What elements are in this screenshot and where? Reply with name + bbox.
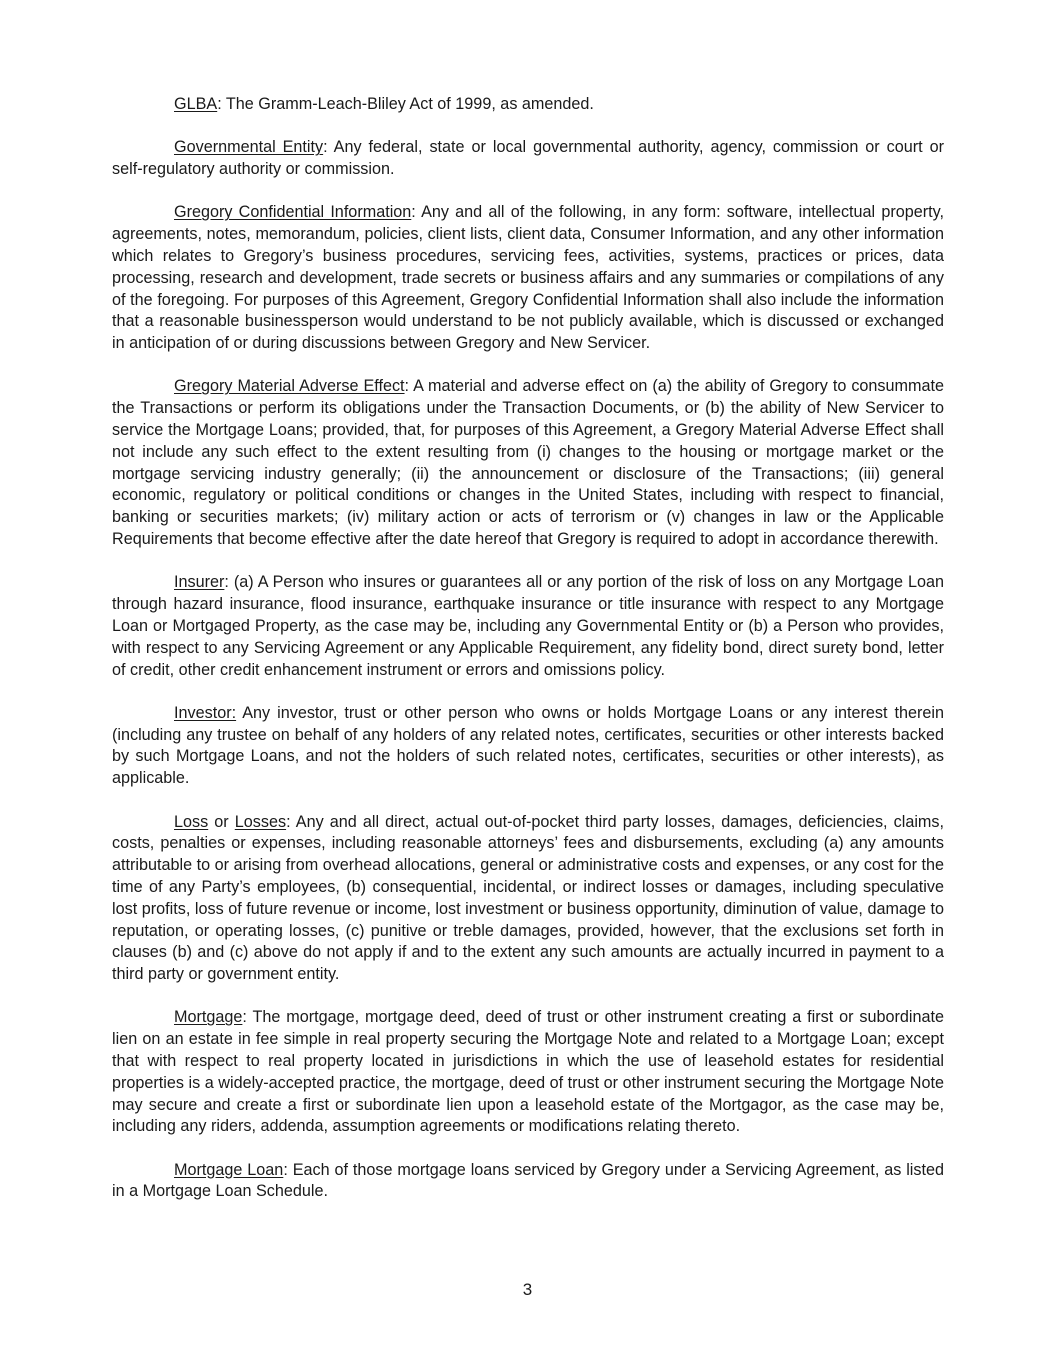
term-connector: or xyxy=(208,812,235,831)
definition-text: The Gramm-Leach-Bliley Act of 1999, as amended. xyxy=(225,95,594,113)
defined-term: Mortgage Loan xyxy=(174,1160,284,1179)
term-separator: : xyxy=(286,812,296,831)
definition-insurer xyxy=(112,572,944,681)
defined-term: Gregory Confidential Information xyxy=(174,203,412,222)
definition-mortgage xyxy=(112,1007,944,1138)
definition-text: Any and all of the following, in any form: software, intellectual property, agreements, notes, memorandum, policies, client lists, client data, Consumer Information, and any other information which relates to Gregory’s business procedures, servicing fees, activities, systems, practices or prices, data processing, research and development, trade secrets or business affairs and any summaries or compilations of any of the foregoing. For purposes of this Agreement, Gregory Confidential Information shall also include the information that a reasonable businessperson would understand to be not publicly available, which is discussed or exchanged in anticipation of or during discussions between Gregory and New Servicer. xyxy=(112,203,944,353)
definition-gregory-material-adverse-effect xyxy=(112,376,944,550)
definition-investor xyxy=(112,703,944,790)
term-separator: : xyxy=(283,1160,293,1179)
defined-term: Loss xyxy=(174,812,209,831)
defined-term: Investor: xyxy=(174,703,237,722)
document-body xyxy=(112,94,944,1225)
term-separator: : xyxy=(242,1008,253,1027)
term-separator: : xyxy=(404,377,414,396)
definition-text: Each of those mortgage loans serviced by Gregory under a Servicing Agreement, as listed in a Mortgage Loan Schedule. xyxy=(112,1160,945,1201)
page-number: 3 xyxy=(522,1280,533,1299)
term-separator: : xyxy=(323,138,334,157)
definition-text: Any investor, trust or other person who owns or holds Mortgage Loans or any interest therein (including any trustee on behalf of any holders of any related notes, certificates, securities or other interests backed by such Mortgage Loans, and not the holders of such related notes, certificates, securities or other interests), as applicable. xyxy=(112,703,944,788)
definition-gregory-confidential-information xyxy=(112,202,944,355)
definition-text: Any and all direct, actual out-of-pocket third party losses, damages, deficiencies, claims, costs, penalties or expenses, including reasonable attorneys’ fees and disbursements, excluding (a) any amounts attributable to or arising from overhead allocations, general or administrative costs and expenses, or any cost for the time of any Party’s employees, (b) consequential, incidental, or indirect losses or damages, including speculative lost profits, loss of future revenue or income, lost investment or business opportunity, diminution of value, damage to reputation, or operating losses, (c) punitive or treble damages, provided, however, that the exclusions set forth in clauses (b) and (c) above do not apply if and to the extent any such amounts are actually incurred in payment to a third party or government entity. xyxy=(112,812,944,984)
term-separator: : xyxy=(224,573,234,592)
defined-term: GLBA xyxy=(174,95,218,113)
definition-text: A material and adverse effect on (a) the ability of Gregory to consummate the Transactions or perform its obligations under the Transaction Documents, or (b) the ability of New Servicer to service the Mortgage Loans; provided, that, for purposes of this Agreement, a Gregory Material Adverse Effect shall not include any such effect to the extent resulting from (i) changes to the housing or mortgage market or the mortgage servicing industry generally; (ii) the announcement or disclosure of the Transactions; (iii) general economic, regulatory or political conditions or changes in the United States, including with respect to financial, banking or securities markets; (iv) military action or acts of terrorism or (v) changes in law or the Applicable Requirements that become effective after the date hereof that Gregory is required to adopt in accordance therewith. xyxy=(112,377,944,549)
definition-loss xyxy=(112,812,944,986)
definition-text: (a) A Person who insures or guarantees all or any portion of the risk of loss on any Mortgage Loan through hazard insurance, flood insurance, earthquake insurance or title insurance with respect to any Mortgage Loan or Mortgaged Property, as the case may be, including any Governmental Entity or (b) a Person who provides, with respect to any Servicing Agreement or any Applicable Requirement, any fidelity bond, direct surety bond, letter of credit, other credit enhancement instrument or errors and omissions policy. xyxy=(112,573,944,679)
defined-term: Gregory Material Adverse Effect xyxy=(174,377,405,396)
term-separator: : xyxy=(411,203,422,222)
definition-text: The mortgage, mortgage deed, deed of trust or other instrument creating a first or subordinate lien on an estate in fee simple in real property securing the Mortgage Note and related to a Mortgage Loan; except that with respect to real property located in jurisdictions in which the use of leasehold estates for residential properties is a widely-accepted practice, the mortgage, deed of trust or other instrument securing the Mortgage Note may secure and create a first or subordinate lien upon a leasehold estate of the Mortgagor, as the case may be, including any riders, addenda, assumption agreements or modifications relating thereto. xyxy=(112,1008,944,1136)
term-separator: : xyxy=(217,95,226,113)
definition-mortgage-loan xyxy=(112,1160,944,1204)
definition-text: Any federal, state or local governmental authority, agency, commission or court or self-regulatory authority or commission. xyxy=(112,138,944,179)
definition-glba xyxy=(112,94,944,116)
defined-term-alternate: Losses xyxy=(234,812,287,831)
defined-term: Insurer xyxy=(174,573,225,592)
definition-governmental-entity xyxy=(112,137,944,181)
defined-term: Governmental Entity xyxy=(174,138,324,157)
defined-term: Mortgage xyxy=(174,1008,243,1027)
